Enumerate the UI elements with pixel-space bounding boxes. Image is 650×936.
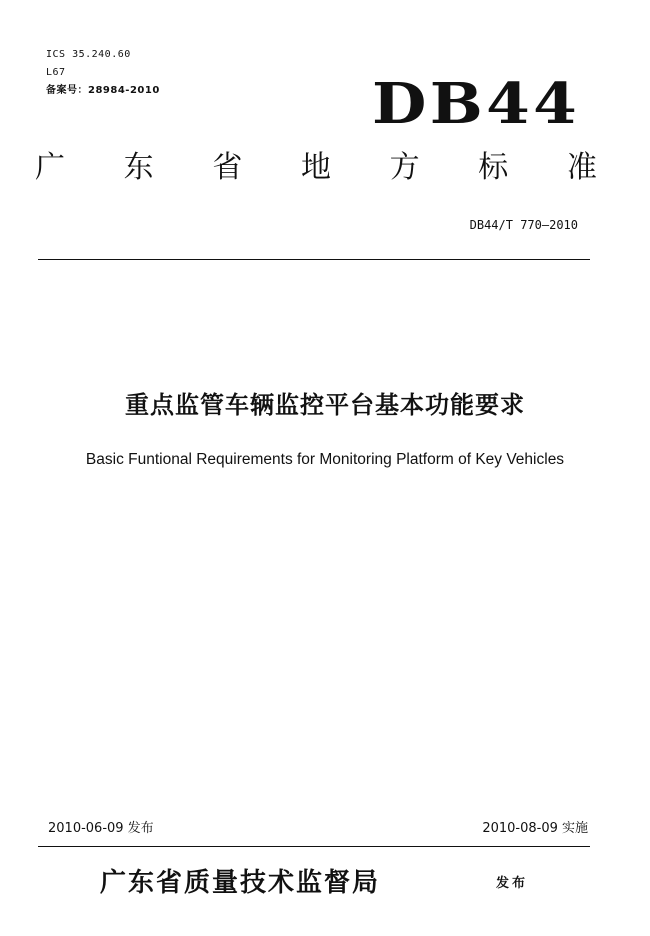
standard-type [30,148,602,188]
publish-label: 发布 [496,876,529,891]
footer-divider [38,846,590,847]
implementation-date: 2010-08-09 实施 [482,821,588,836]
standard-type-char: 标 [478,150,509,185]
filing-number: 备案号：28984-2010 [46,85,160,96]
standard-type-char: 广 [35,150,65,185]
standard-type-char: 方 [389,150,420,185]
standard-type-char: 省 [212,150,243,185]
classification-block [46,46,160,100]
issue-date: 2010-06-09 发布 [48,821,154,836]
standard-number: DB44/T 770—2010 [469,218,578,232]
header-divider [38,259,590,260]
ccs-code: L67 [46,67,66,78]
standard-type-char: 地 [300,150,331,185]
ics-code: ICS 35.240.60 [46,49,131,60]
document-title-chinese: 重点监管车辆监控平台基本功能要求 [125,391,525,419]
issuing-authority: 广东省质量技术监督局 [100,868,381,898]
standard-code: DB44 [372,71,581,137]
document-title-english: Basic Funtional Requirements for Monitoring Platform of Key Vehicles [85,451,565,468]
standard-type-char: 东 [123,150,154,185]
standard-type-char: 准 [566,150,597,185]
